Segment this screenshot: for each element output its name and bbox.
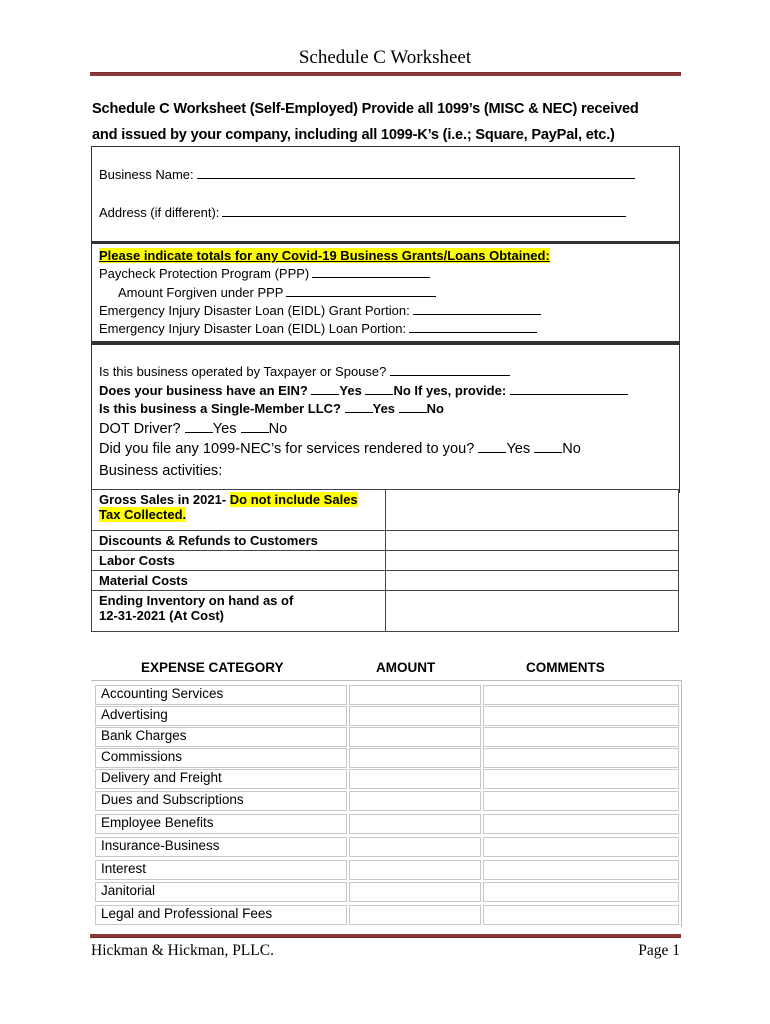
intro-line-2: and issued by your company, including all 1099-K’s (i.e.; Square, PayPal, etc.) [92,127,615,143]
llc-field[interactable]: Is this business a Single-Member LLC? Yes No [99,401,445,416]
expense-comments-input[interactable] [483,905,679,925]
questions-section [91,341,680,493]
ein-no-line[interactable] [365,383,393,395]
col-expense-category: EXPENSE CATEGORY [141,660,284,675]
covid-heading: Please indicate totals for any Covid-19 Business Grants/Loans Obtained: [99,248,550,263]
expense-category-label: Commissions [101,749,183,764]
footer-rule [90,934,681,938]
labor-row [92,551,679,571]
ppp-line[interactable] [312,266,430,278]
gross-sales-value[interactable] [386,490,679,531]
expense-category-label: Interest [101,861,147,876]
covid-section [91,241,680,345]
footer-firm: Hickman & Hickman, PLLC. [91,942,274,959]
labor-label: Labor Costs [92,551,386,571]
expense-category-label: Advertising [101,707,168,722]
inventory-value[interactable] [386,591,679,632]
gross-sales-row [92,490,679,531]
business-name-field[interactable] [99,167,635,182]
expense-comments-input[interactable] [483,748,679,768]
expense-comments-input[interactable] [483,727,679,747]
expense-amount-input[interactable] [349,748,481,768]
expense-comments-input[interactable] [483,882,679,902]
expense-amount-input[interactable] [349,860,481,880]
expense-category-label: Legal and Professional Fees [101,906,273,921]
expense-row [91,880,681,902]
expense-amount-input[interactable] [349,814,481,834]
material-value[interactable] [386,571,679,591]
address-line[interactable] [222,205,626,217]
expense-row [91,746,681,768]
eidl-loan-field[interactable]: Emergency Injury Disaster Loan (EIDL) Loan Portion: [99,321,537,336]
expense-comments-input[interactable] [483,685,679,705]
dot-field[interactable]: DOT Driver? Yes No [99,421,288,437]
material-row [92,571,679,591]
nec-no-line[interactable] [534,441,562,453]
expense-category-label: Insurance-Business [101,838,220,853]
expense-category-label: Accounting Services [101,686,224,701]
expense-category-label: Janitorial [101,883,156,898]
expense-amount-input[interactable] [349,706,481,726]
expense-row [91,835,681,857]
expense-comments-input[interactable] [483,791,679,811]
business-info-section [91,146,680,243]
footer-page: Page 1 [638,942,680,959]
dot-yes-line[interactable] [185,421,213,433]
col-amount: AMOUNT [376,660,436,675]
business-activities-label[interactable]: Business activities: [99,463,223,479]
ein-yes-line[interactable] [311,383,339,395]
address-field[interactable] [99,205,626,220]
expense-row [91,725,681,747]
expense-amount-input[interactable] [349,791,481,811]
nec-field[interactable]: Did you file any 1099-NEC’s for services rendered to you? Yes No [99,441,581,457]
expense-row [91,812,681,834]
forgiven-line[interactable] [286,285,436,297]
business-name-label: Business Name: [99,167,194,182]
expense-amount-input[interactable] [349,905,481,925]
expense-comments-input[interactable] [483,706,679,726]
expense-category-label: Bank Charges [101,728,187,743]
expense-comments-input[interactable] [483,769,679,789]
expense-table [91,680,682,927]
expense-row [91,789,681,811]
discounts-value[interactable] [386,531,679,551]
discounts-label: Discounts & Refunds to Customers [92,531,386,551]
expense-amount-input[interactable] [349,837,481,857]
expense-comments-input[interactable] [483,837,679,857]
address-label: Address (if different): [99,205,220,220]
ppp-field[interactable]: Paycheck Protection Program (PPP) [99,266,430,281]
col-comments: COMMENTS [526,660,605,675]
expense-category-label: Dues and Subscriptions [101,792,244,807]
operated-by-line[interactable] [390,364,510,376]
labor-value[interactable] [386,551,679,571]
page-title: Schedule C Worksheet [298,47,472,68]
llc-no-line[interactable] [399,401,427,413]
expense-row [91,767,681,789]
forgiven-field[interactable]: Amount Forgiven under PPP [118,285,436,300]
intro-text [92,96,692,148]
business-name-line[interactable] [197,167,635,179]
material-label: Material Costs [92,571,386,591]
expense-row [91,858,681,880]
expense-row [91,683,681,705]
sales-table [91,489,679,632]
operated-by-field[interactable]: Is this business operated by Taxpayer or Spouse? [99,364,510,379]
inventory-row [92,591,679,632]
eidl-grant-field[interactable]: Emergency Injury Disaster Loan (EIDL) Grant Portion: [99,303,541,318]
expense-category-label: Employee Benefits [101,815,214,830]
expense-category-label: Delivery and Freight [101,770,222,785]
expense-comments-input[interactable] [483,860,679,880]
eidl-loan-line[interactable] [409,321,537,333]
intro-line-1: Schedule C Worksheet (Self-Employed) Provide all 1099’s (MISC & NEC) received [92,101,639,117]
dot-no-line[interactable] [241,421,269,433]
header-rule [90,72,681,76]
expense-amount-input[interactable] [349,769,481,789]
gross-sales-label: Gross Sales in 2021- Do not include Sales Tax Collected. [92,490,386,531]
eidl-grant-line[interactable] [413,303,541,315]
expense-amount-input[interactable] [349,882,481,902]
ein-field[interactable]: Does your business have an EIN? Yes No If yes, provide: [99,383,628,398]
expense-comments-input[interactable] [483,814,679,834]
expense-row [91,903,681,925]
llc-yes-line[interactable] [345,401,373,413]
expense-row [91,704,681,726]
ein-number-line[interactable] [510,383,628,395]
expense-amount-input[interactable] [349,685,481,705]
inventory-label: Ending Inventory on hand as of 12-31-2021 (At Cost) [92,591,386,632]
discounts-row [92,531,679,551]
expense-amount-input[interactable] [349,727,481,747]
nec-yes-line[interactable] [478,441,506,453]
